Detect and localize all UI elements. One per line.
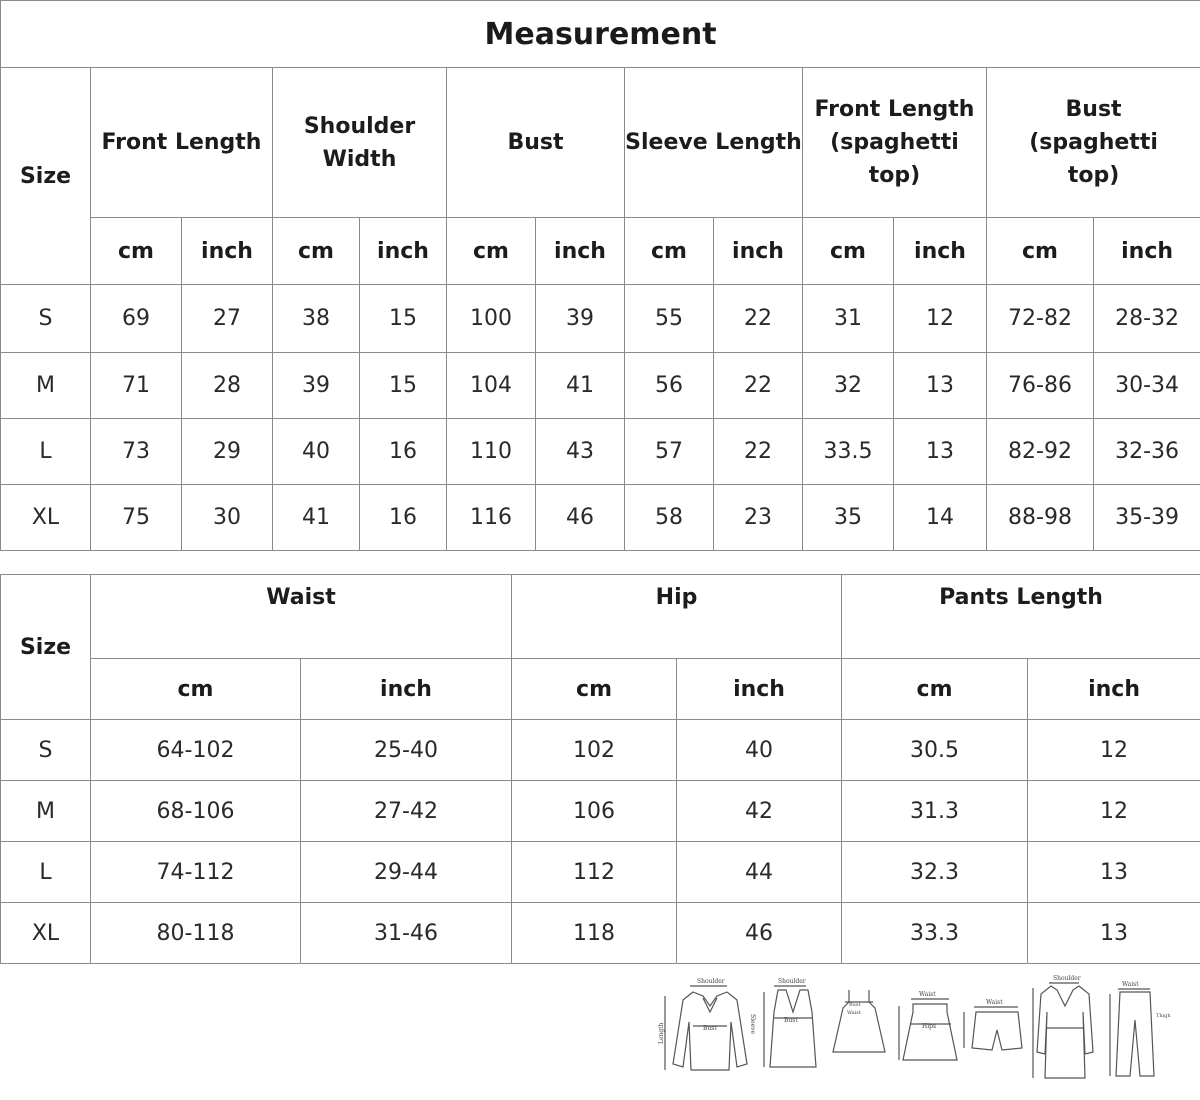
size-cell: L bbox=[1, 842, 91, 903]
unit-header: cm bbox=[273, 218, 360, 285]
value-cell: 73 bbox=[91, 419, 182, 485]
value-cell: 32-36 bbox=[1094, 419, 1200, 485]
unit-header: inch bbox=[182, 218, 273, 285]
value-cell: 30 bbox=[182, 485, 273, 551]
size-cell: M bbox=[1, 781, 91, 842]
value-cell: 22 bbox=[714, 353, 803, 419]
skirt-diagram-icon bbox=[899, 991, 957, 1060]
bust-spaghetti-header: Bust (spaghetti top) bbox=[987, 68, 1200, 218]
value-cell: 23 bbox=[714, 485, 803, 551]
value-cell: 72-82 bbox=[987, 285, 1094, 353]
value-cell: 33.3 bbox=[842, 903, 1028, 964]
table-row bbox=[1, 781, 1200, 842]
value-cell: 43 bbox=[536, 419, 625, 485]
value-cell: 104 bbox=[447, 353, 536, 419]
size-header: Size bbox=[1, 575, 91, 720]
value-cell: 31-46 bbox=[301, 903, 512, 964]
value-cell: 42 bbox=[677, 781, 842, 842]
fig-label: Length bbox=[658, 1022, 665, 1044]
unit-header: cm bbox=[447, 218, 536, 285]
table-body bbox=[1, 285, 1200, 551]
value-cell: 32 bbox=[803, 353, 894, 419]
value-cell: 12 bbox=[1028, 781, 1200, 842]
value-cell: 22 bbox=[714, 419, 803, 485]
value-cell: 69 bbox=[91, 285, 182, 353]
value-cell: 35 bbox=[803, 485, 894, 551]
table-row bbox=[1, 419, 1200, 485]
value-cell: 55 bbox=[625, 285, 714, 353]
dress-diagram-icon bbox=[833, 990, 885, 1052]
value-cell: 15 bbox=[360, 353, 447, 419]
size-cell: S bbox=[1, 720, 91, 781]
value-cell: 12 bbox=[1028, 720, 1200, 781]
front-length-spaghetti-header: Front Length (spaghetti top) bbox=[803, 68, 987, 218]
table-row bbox=[1, 903, 1200, 964]
fig-label: Waist bbox=[919, 991, 936, 998]
front-length-header: Front Length bbox=[91, 68, 273, 218]
hip-header: Hip bbox=[512, 575, 842, 659]
unit-header: inch bbox=[714, 218, 803, 285]
table-row bbox=[1, 353, 1200, 419]
unit-header: cm bbox=[512, 659, 677, 720]
size-cell: XL bbox=[1, 485, 91, 551]
value-cell: 13 bbox=[1028, 903, 1200, 964]
vest-diagram-icon bbox=[764, 978, 816, 1067]
value-cell: 28-32 bbox=[1094, 285, 1200, 353]
size-cell: S bbox=[1, 285, 91, 353]
table-body bbox=[1, 720, 1200, 964]
value-cell: 46 bbox=[536, 485, 625, 551]
fig-label: Bust bbox=[703, 1025, 717, 1032]
value-cell: 32.3 bbox=[842, 842, 1028, 903]
unit-header: cm bbox=[91, 659, 301, 720]
unit-header: inch bbox=[360, 218, 447, 285]
value-cell: 110 bbox=[447, 419, 536, 485]
value-cell: 27 bbox=[182, 285, 273, 353]
value-cell: 106 bbox=[512, 781, 677, 842]
unit-header: inch bbox=[301, 659, 512, 720]
unit-header: cm bbox=[625, 218, 714, 285]
value-cell: 80-118 bbox=[91, 903, 301, 964]
size-cell: XL bbox=[1, 903, 91, 964]
unit-header: cm bbox=[91, 218, 182, 285]
unit-header: inch bbox=[536, 218, 625, 285]
value-cell: 31 bbox=[803, 285, 894, 353]
blouse-diagram-icon bbox=[658, 978, 756, 1070]
value-cell: 56 bbox=[625, 353, 714, 419]
unit-header: cm bbox=[842, 659, 1028, 720]
value-cell: 112 bbox=[512, 842, 677, 903]
fig-label: Shoulder bbox=[1053, 975, 1081, 982]
value-cell: 13 bbox=[1028, 842, 1200, 903]
fig-label: Bust bbox=[849, 1002, 861, 1008]
value-cell: 22 bbox=[714, 285, 803, 353]
value-cell: 39 bbox=[536, 285, 625, 353]
value-cell: 116 bbox=[447, 485, 536, 551]
fig-label: Waist bbox=[1122, 981, 1139, 988]
value-cell: 31.3 bbox=[842, 781, 1028, 842]
value-cell: 33.5 bbox=[803, 419, 894, 485]
fig-label: Waist bbox=[847, 1010, 861, 1016]
garment-diagrams bbox=[655, 972, 1175, 1080]
fig-label: Sleeve bbox=[749, 1014, 756, 1035]
pants-length-header: Pants Length bbox=[842, 575, 1200, 659]
value-cell: 41 bbox=[536, 353, 625, 419]
value-cell: 40 bbox=[273, 419, 360, 485]
value-cell: 39 bbox=[273, 353, 360, 419]
value-cell: 64-102 bbox=[91, 720, 301, 781]
unit-header: inch bbox=[1094, 218, 1200, 285]
value-cell: 16 bbox=[360, 419, 447, 485]
unit-header: inch bbox=[894, 218, 987, 285]
value-cell: 46 bbox=[677, 903, 842, 964]
value-cell: 25-40 bbox=[301, 720, 512, 781]
table-row bbox=[1, 285, 1200, 353]
value-cell: 100 bbox=[447, 285, 536, 353]
shorts-diagram-icon bbox=[964, 999, 1022, 1050]
unit-header: cm bbox=[803, 218, 894, 285]
value-cell: 12 bbox=[894, 285, 987, 353]
size-cell: M bbox=[1, 353, 91, 419]
value-cell: 30.5 bbox=[842, 720, 1028, 781]
shoulder-width-header: Shoulder Width bbox=[273, 68, 447, 218]
page-title: Measurement bbox=[1, 1, 1200, 68]
value-cell: 13 bbox=[894, 353, 987, 419]
value-cell: 88-98 bbox=[987, 485, 1094, 551]
fig-label: Shoulder bbox=[778, 978, 806, 985]
value-cell: 58 bbox=[625, 485, 714, 551]
value-cell: 82-92 bbox=[987, 419, 1094, 485]
unit-header: inch bbox=[1028, 659, 1200, 720]
fig-label: Hips bbox=[922, 1023, 937, 1030]
waist-header: Waist bbox=[91, 575, 512, 659]
value-cell: 29 bbox=[182, 419, 273, 485]
value-cell: 68-106 bbox=[91, 781, 301, 842]
size-cell: L bbox=[1, 419, 91, 485]
value-cell: 41 bbox=[273, 485, 360, 551]
value-cell: 74-112 bbox=[91, 842, 301, 903]
value-cell: 57 bbox=[625, 419, 714, 485]
value-cell: 27-42 bbox=[301, 781, 512, 842]
measurement-table-bottom bbox=[0, 574, 1200, 964]
unit-header: cm bbox=[987, 218, 1094, 285]
pants-diagram-icon bbox=[1110, 981, 1171, 1076]
value-cell: 44 bbox=[677, 842, 842, 903]
size-header: Size bbox=[1, 68, 91, 285]
value-cell: 118 bbox=[512, 903, 677, 964]
value-cell: 75 bbox=[91, 485, 182, 551]
value-cell: 14 bbox=[894, 485, 987, 551]
sleeve-length-header: Sleeve Length bbox=[625, 68, 803, 218]
value-cell: 71 bbox=[91, 353, 182, 419]
value-cell: 13 bbox=[894, 419, 987, 485]
value-cell: 38 bbox=[273, 285, 360, 353]
table-row bbox=[1, 720, 1200, 781]
fig-label: Thigh bbox=[1156, 1013, 1171, 1019]
table-row bbox=[1, 842, 1200, 903]
value-cell: 40 bbox=[677, 720, 842, 781]
value-cell: 28 bbox=[182, 353, 273, 419]
value-cell: 102 bbox=[512, 720, 677, 781]
bust-header: Bust bbox=[447, 68, 625, 218]
table-row bbox=[1, 485, 1200, 551]
value-cell: 76-86 bbox=[987, 353, 1094, 419]
fig-label: Bust bbox=[784, 1017, 798, 1024]
fig-label: Shoulder bbox=[697, 978, 725, 985]
value-cell: 29-44 bbox=[301, 842, 512, 903]
value-cell: 35-39 bbox=[1094, 485, 1200, 551]
value-cell: 16 bbox=[360, 485, 447, 551]
value-cell: 30-34 bbox=[1094, 353, 1200, 419]
unit-header: inch bbox=[677, 659, 842, 720]
fig-label: Waist bbox=[986, 999, 1003, 1006]
value-cell: 15 bbox=[360, 285, 447, 353]
coat-diagram-icon bbox=[1033, 975, 1093, 1078]
